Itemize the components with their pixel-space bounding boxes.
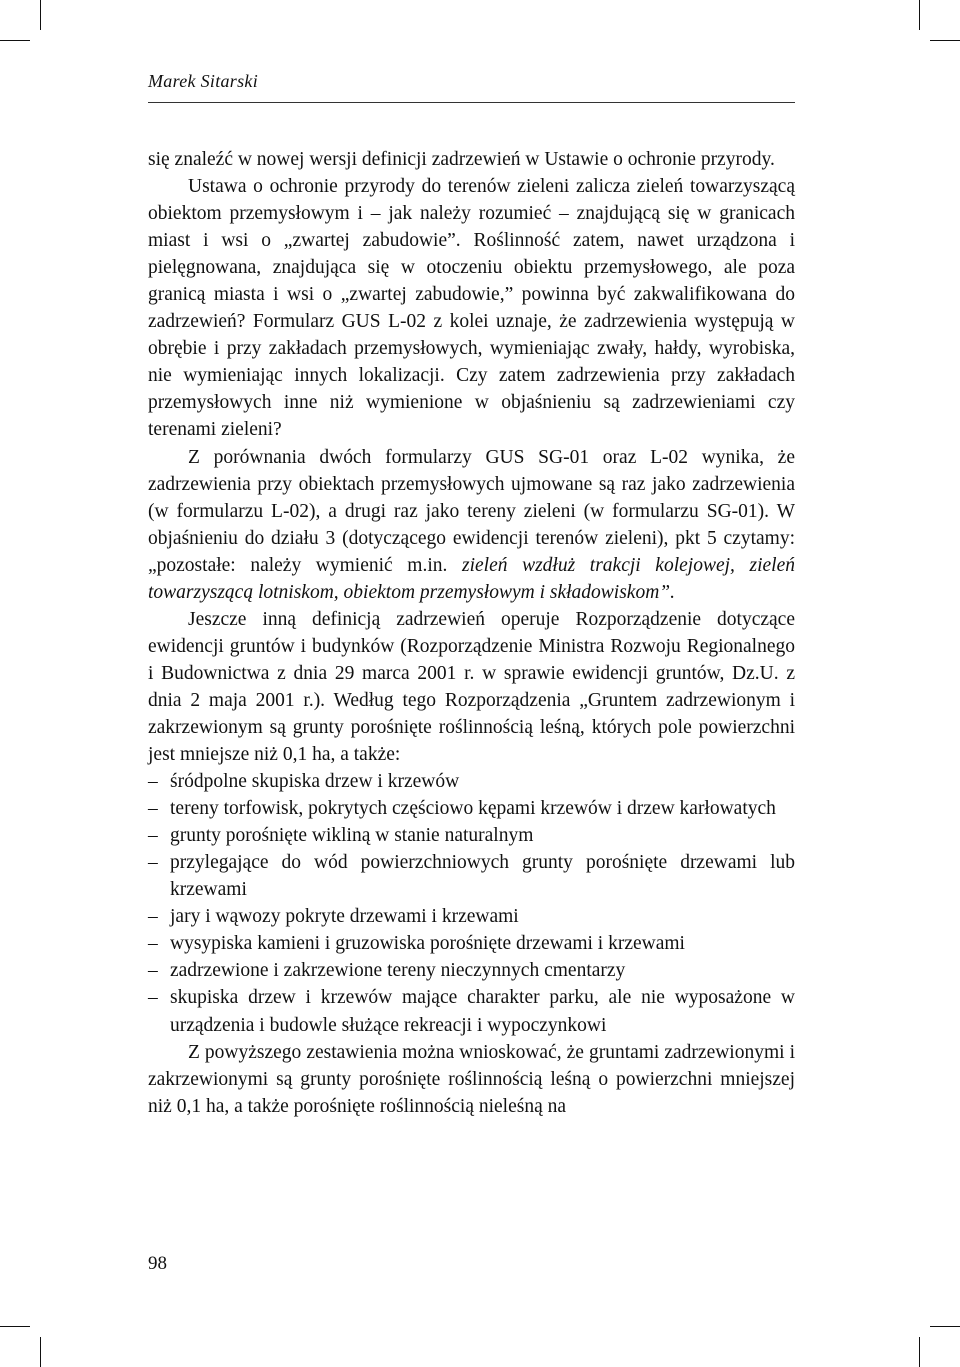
- italic-quote: zieleń wzdłuż trakcji kolejowej, zieleń towarzyszącą lotniskom, obiektom przemysłowym i składowiskom”.: [148, 554, 795, 603]
- dash-list: [148, 768, 795, 1038]
- list-item: [148, 795, 795, 822]
- list-item: [148, 984, 795, 1038]
- paragraph: Ustawa o ochronie przyrody do terenów zieleni zalicza zieleń towarzyszącą obiektom przemysłowym i – jak należy rozumieć – znajdującą się w granicach miast i wsi o „zwartej zabudowie”. Roślinność zatem, nawet urządzona i pielęgnowana, znajdująca się w otoczeniu obiektu przemysłowego, ale poza granicą miasta i wsi o „zwartej zabudowie,” powinna być zakwalifikowana do zadrzewień? Formularz GUS L-02 z kolei uznaje, że zadrzewienia występują w obrębie i przy zakładach przemysłowych, wymieniając zwały, hałdy, wyrobiska, nie wymieniając innych lokalizacji. Czy zatem zadrzewienia przy zakładach przemysłowych inne niż wymienione w objaśnieniu są zadrzewieniami czy terenami zieleni?: [148, 176, 795, 441]
- dash-marker: –: [148, 906, 158, 928]
- list-item: [148, 849, 795, 903]
- paragraph: się znaleźć w nowej wersji definicji zadrzewień w Ustawie o ochronie przyrody.: [148, 149, 775, 170]
- body-text: [148, 146, 795, 1120]
- crop-mark: [930, 1326, 960, 1327]
- crop-mark: [919, 1337, 920, 1367]
- crop-mark: [930, 40, 960, 41]
- list-item-text: śródpolne skupiska drzew i krzewów: [170, 771, 460, 793]
- dash-marker: –: [148, 987, 158, 1009]
- crop-mark: [0, 40, 30, 41]
- list-item: [148, 930, 795, 957]
- dash-marker: –: [148, 771, 158, 793]
- dash-marker: –: [148, 933, 158, 955]
- crop-mark: [40, 1337, 41, 1367]
- list-item-text: przylegające do wód powierzchniowych grunty porośnięte drzewami lub krzewami: [170, 852, 795, 901]
- paragraph: Z powyższego zestawienia można wnioskować, że gruntami zadrzewionymi i zakrzewionymi są grunty porośnięte roślinnością leśną o powierzchni mniejszej niż 0,1 ha, a także porośnięte roślinnością nieleśną na: [148, 1041, 795, 1117]
- paragraph: Jeszcze inną definicją zadrzewień operuje Rozporządzenie dotyczące ewidencji gruntów i budynków (Rozporządzenie Ministra Rozwoju Regionalnego i Budownictwa z dnia 29 marca 2001 r. w sprawie ewidencji gruntów, Dz.U. z dnia 2 maja 2001 r.). Według tego Rozporządzenia „Gruntem zadrzewionym i zakrzewionym są grunty porośnięte roślinnością leśną, których pole powierzchni jest mniejsze niż 0,1 ha, a także:: [148, 608, 795, 766]
- list-item: [148, 822, 795, 849]
- paragraph: [148, 444, 795, 606]
- dash-marker: –: [148, 852, 158, 874]
- crop-mark: [40, 0, 41, 30]
- running-head: Marek Sitarski: [148, 71, 259, 91]
- list-item-text: tereny torfowisk, pokrytych częściowo kępami krzewów i drzew karłowatych: [170, 798, 776, 820]
- list-item-text: jary i wąwozy pokryte drzewami i krzewami: [170, 906, 519, 928]
- list-item: [148, 903, 795, 930]
- dash-marker: –: [148, 960, 158, 982]
- crop-mark: [919, 0, 920, 30]
- list-item-text: skupiska drzew i krzewów mające charakter parku, ale nie wyposażone w urządzenia i budowle służące rekreacji i wypoczynkowi: [170, 987, 795, 1036]
- list-item-text: wysypiska kamieni i gruzowiska porośnięte drzewami i krzewami: [170, 933, 685, 955]
- dash-marker: –: [148, 798, 158, 820]
- list-item-text: grunty porośnięte wikliną w stanie naturalnym: [170, 825, 534, 847]
- list-item: [148, 957, 795, 984]
- page-number: 98: [148, 1253, 167, 1274]
- header-rule: [148, 102, 795, 103]
- paragraph-text: Z porównania dwóch formularzy GUS SG-01 oraz L-02 wynika, że zadrzewienia przy obiektach przemysłowych ujmowane są raz jako zadrzewienia (w formularzu L-02), a drugi raz jako tereny zieleni (w formularzu SG-01). W objaśnieniu do działu 3 (dotyczącego ewidencji terenów zieleni), pkt 5 czytamy: „pozostałe: należy wymienić m.in.: [148, 446, 795, 576]
- crop-mark: [0, 1326, 30, 1327]
- list-item: [148, 768, 795, 795]
- dash-marker: –: [148, 825, 158, 847]
- list-item-text: zadrzewione i zakrzewione tereny nieczynnych cmentarzy: [170, 960, 626, 982]
